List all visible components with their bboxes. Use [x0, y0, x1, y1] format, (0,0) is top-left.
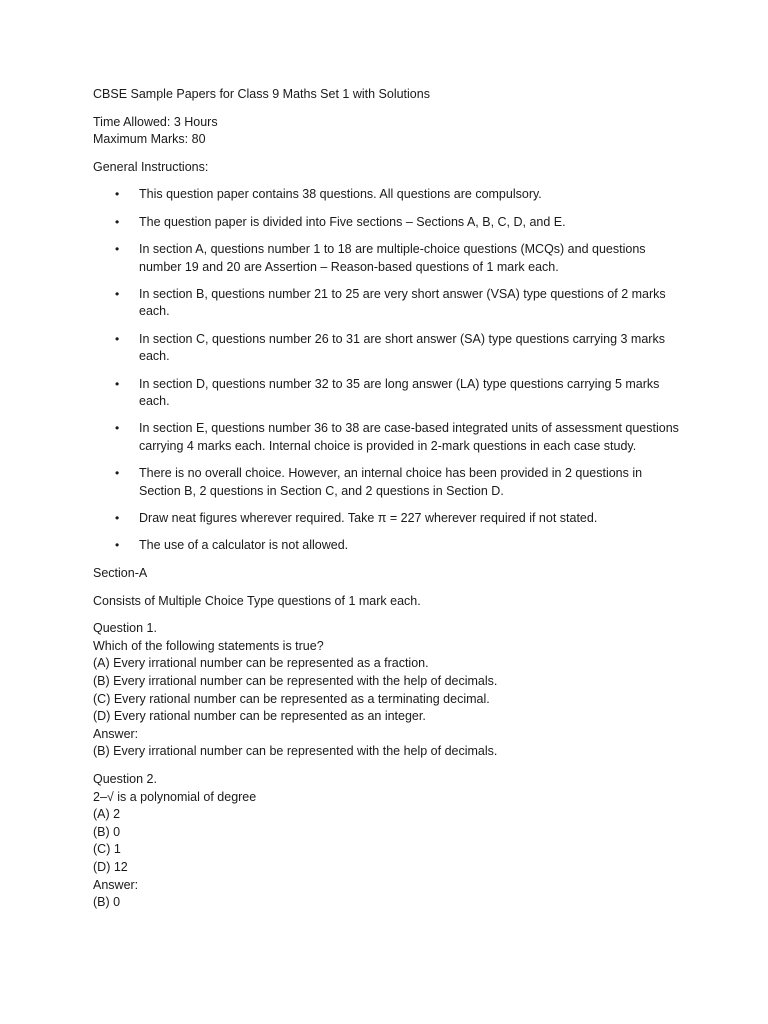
instruction-item: • In section C, questions number 26 to 31 are short answer (SA) type questions carrying 3 marks each.: [115, 331, 665, 364]
general-instructions-heading: General Instructions:: [93, 159, 209, 174]
question-label: Question 2.: [93, 772, 157, 786]
instructions-list: [93, 186, 683, 555]
instruction-item: • This question paper contains 38 questions. All questions are compulsory.: [93, 186, 683, 204]
option-b: (B) 0: [93, 824, 121, 839]
instruction-item: • In section E, questions number 36 to 38 are case-based integrated units of assessment questions carrying 4 marks each. Internal choice is provided in 2-mark questions in each case study.: [115, 421, 679, 454]
question-text: Which of the following statements is true?: [93, 638, 324, 653]
question-2: [93, 771, 683, 912]
option-a: (A) Every irrational number can be represented as a fraction.: [93, 656, 429, 671]
bullet-icon: •: [115, 466, 120, 481]
question-1: [93, 620, 683, 761]
question-text: 2–√ is a polynomial of degree: [93, 789, 257, 804]
answer-text: (B) 0: [93, 895, 121, 910]
option-b: (B) Every irrational number can be represented with the help of decimals.: [93, 674, 498, 689]
section-description: Consists of Multiple Choice Type questions of 1 mark each.: [93, 593, 421, 608]
option-c: (C) 1: [93, 842, 121, 857]
bullet-icon: •: [115, 286, 120, 301]
instruction-item: • In section A, questions number 1 to 18 are multiple-choice questions (MCQs) and questions number 19 and 20 are Assertion – Reason-based questions of 1 mark each.: [115, 241, 646, 274]
bullet-icon: •: [115, 331, 120, 346]
option-a: (A) 2: [93, 807, 121, 822]
bullet-icon: •: [115, 187, 120, 202]
answer-label: Answer:: [93, 726, 139, 741]
option-d: (D) 12: [93, 859, 128, 874]
bullet-icon: •: [115, 214, 120, 229]
section-heading: Section-A: [93, 566, 148, 581]
bullet-icon: •: [115, 376, 120, 391]
maximum-marks: Maximum Marks: 80: [93, 132, 206, 147]
document-page: [93, 86, 683, 922]
time-allowed: Time Allowed: 3 Hours: [93, 114, 218, 129]
bullet-icon: •: [115, 511, 120, 526]
document-title: CBSE Sample Papers for Class 9 Maths Set 1 with Solutions: [93, 87, 430, 101]
bullet-icon: •: [115, 421, 120, 436]
question-label: Question 1.: [93, 621, 157, 636]
instruction-item: • Draw neat figures wherever required. Take π = 227 wherever required if not stated.: [93, 510, 683, 528]
option-c: (C) Every rational number can be represented as a terminating decimal.: [93, 691, 490, 706]
exam-meta: [93, 114, 683, 149]
instruction-item: • In section B, questions number 21 to 25 are very short answer (VSA) type questions of 2 marks each.: [115, 286, 666, 319]
instruction-item: • The question paper is divided into Five sections – Sections A, B, C, D, and E.: [93, 214, 683, 232]
answer-label: Answer:: [93, 877, 139, 892]
instruction-item: • There is no overall choice. However, an internal choice has been provided in 2 questions in Section B, 2 questions in Section C, and 2 questions in Section D.: [115, 466, 643, 498]
answer-text: (B) Every irrational number can be represented with the help of decimals.: [93, 744, 498, 759]
bullet-icon: •: [115, 538, 120, 553]
bullet-icon: •: [115, 241, 120, 256]
instruction-item: • The use of a calculator is not allowed.: [93, 537, 683, 555]
option-d: (D) Every rational number can be represented as an integer.: [93, 709, 426, 724]
instruction-item: • In section D, questions number 32 to 35 are long answer (LA) type questions carrying 5 marks each.: [115, 376, 660, 409]
